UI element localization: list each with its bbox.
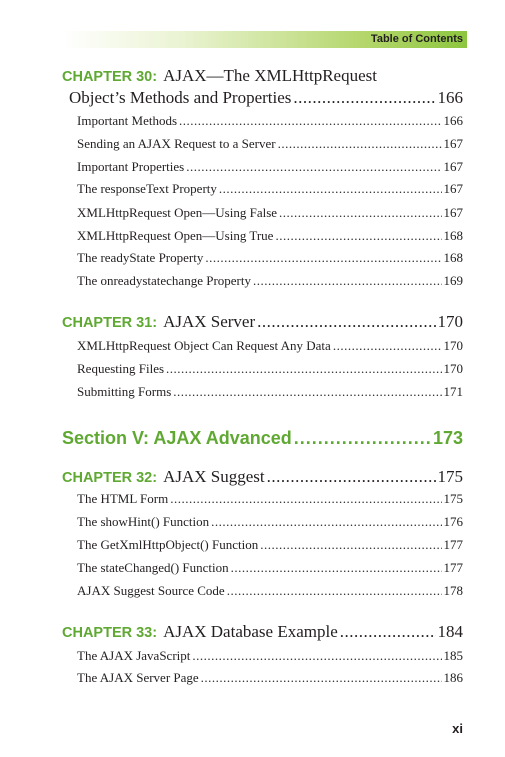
entry-page: 170	[443, 338, 463, 353]
entry-title: Sending an AJAX Request to a Server	[77, 136, 276, 151]
toc-entry[interactable]	[77, 583, 463, 599]
entry-page: 178	[443, 583, 463, 598]
chapter-30-heading-line2[interactable]	[69, 88, 463, 108]
chapter-title: AJAX Server	[163, 312, 256, 331]
part-heading[interactable]	[62, 428, 463, 449]
toc-entry[interactable]	[77, 384, 463, 400]
entry-title: The showHint() Function	[77, 514, 210, 529]
entry-title: The AJAX JavaScript	[77, 648, 191, 663]
entry-title: XMLHttpRequest Object Can Request Any Data	[77, 338, 331, 353]
header-bar	[62, 31, 467, 48]
entry-title: The readyState Property	[77, 250, 204, 265]
entry-title: Submitting Forms	[77, 384, 172, 399]
entry-title: Important Properties	[77, 159, 185, 174]
entry-title: The AJAX Server Page	[77, 670, 199, 685]
chapter-label: CHAPTER 31:	[62, 315, 158, 331]
entry-page: 176	[443, 514, 463, 529]
page-number: 175	[437, 467, 463, 486]
entry-page: 177	[443, 560, 463, 575]
toc-entry[interactable]	[77, 560, 463, 576]
toc-entry[interactable]	[77, 273, 463, 289]
toc-entry[interactable]	[77, 136, 463, 152]
toc-entry[interactable]	[77, 670, 463, 686]
page-number: 184	[437, 622, 463, 641]
entry-title: XMLHttpRequest Open—Using True	[77, 228, 274, 243]
leader-dots	[173, 384, 441, 400]
chapter-title-cont: Object’s Methods and Properties	[69, 88, 292, 107]
leader-dots	[253, 273, 442, 289]
entry-title: The stateChanged() Function	[77, 560, 229, 575]
entry-page: 166	[443, 113, 463, 128]
leader-dots	[179, 113, 441, 129]
chapter-label: CHAPTER 32:	[62, 470, 158, 486]
entry-title: XMLHttpRequest Open—Using False	[77, 205, 278, 220]
entry-page: 167	[443, 159, 463, 174]
folio-page-number: xi	[452, 721, 463, 736]
entry-page: 170	[443, 361, 463, 376]
entry-title: AJAX Suggest Source Code	[77, 583, 225, 598]
leader-dots	[340, 622, 436, 642]
chapter-title: AJAX—The XMLHttpRequest	[163, 66, 377, 85]
page-number: 170	[437, 312, 463, 331]
entry-page: 175	[443, 491, 463, 506]
leader-dots	[333, 338, 442, 354]
leader-dots	[275, 228, 441, 244]
toc-entry[interactable]	[77, 181, 463, 197]
entry-page: 186	[443, 670, 463, 685]
page-number: 173	[432, 428, 463, 448]
entry-page: 168	[443, 228, 463, 243]
leader-dots	[293, 88, 435, 108]
toc-entry[interactable]	[77, 648, 463, 664]
entry-page: 167	[443, 205, 463, 220]
toc-entry[interactable]	[77, 361, 463, 377]
leader-dots	[201, 670, 442, 686]
chapter-title: AJAX Suggest	[163, 467, 265, 486]
leader-dots	[279, 205, 441, 221]
chapter-title: AJAX Database Example	[163, 622, 338, 641]
toc-entry[interactable]	[77, 491, 463, 507]
entry-title: The GetXmlHttpObject() Function	[77, 537, 259, 552]
leader-dots	[278, 136, 442, 152]
entry-title: The onreadystatechange Property	[77, 273, 251, 288]
chapter-label: CHAPTER 30:	[62, 69, 158, 85]
entry-page: 167	[443, 136, 463, 151]
toc-entry[interactable]	[77, 514, 463, 530]
leader-dots	[170, 491, 441, 507]
chapter-31-heading[interactable]	[62, 312, 463, 332]
entry-title: Requesting Files	[77, 361, 165, 376]
leader-dots	[231, 560, 442, 576]
entry-page: 169	[443, 273, 463, 288]
leader-dots	[166, 361, 441, 377]
entry-page: 167	[443, 181, 463, 196]
leader-dots	[294, 428, 431, 449]
leader-dots	[260, 537, 441, 553]
toc-entry[interactable]	[77, 537, 463, 553]
running-header: Table of Contents	[370, 33, 463, 45]
entry-page: 168	[443, 250, 463, 265]
chapter-label: CHAPTER 33:	[62, 625, 158, 641]
toc-entry[interactable]	[77, 159, 463, 175]
entry-title: Important Methods	[77, 113, 178, 128]
part-title: Section V: AJAX Advanced	[62, 428, 292, 448]
page-number: 166	[437, 88, 463, 107]
toc-entry[interactable]	[77, 113, 463, 129]
leader-dots	[205, 250, 441, 266]
leader-dots	[186, 159, 441, 175]
leader-dots	[227, 583, 442, 599]
chapter-33-heading[interactable]	[62, 622, 463, 642]
toc-entry[interactable]	[77, 250, 463, 266]
toc-entry[interactable]	[77, 205, 463, 221]
leader-dots	[192, 648, 441, 664]
leader-dots	[257, 312, 435, 332]
toc-entry[interactable]	[77, 228, 463, 244]
entry-page: 171	[443, 384, 463, 399]
leader-dots	[219, 181, 442, 197]
leader-dots	[267, 467, 436, 487]
entry-title: The responseText Property	[77, 181, 217, 196]
chapter-32-heading[interactable]	[62, 467, 463, 487]
leader-dots	[211, 514, 441, 530]
entry-page: 185	[443, 648, 463, 663]
toc-entry[interactable]	[77, 338, 463, 354]
chapter-30-heading-line1[interactable]	[62, 66, 463, 86]
entry-title: The HTML Form	[77, 491, 169, 506]
entry-page: 177	[443, 537, 463, 552]
